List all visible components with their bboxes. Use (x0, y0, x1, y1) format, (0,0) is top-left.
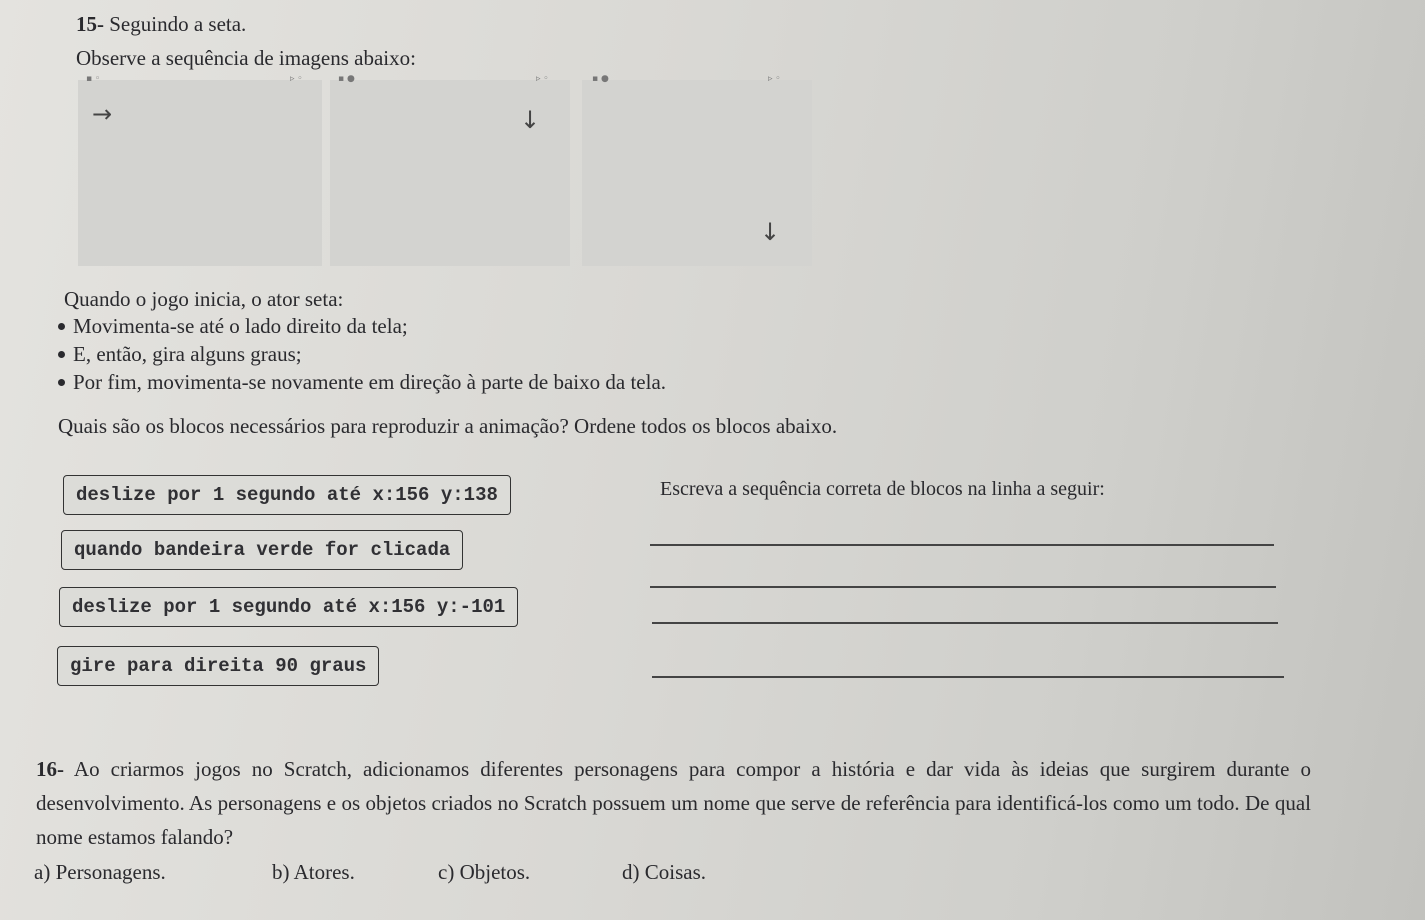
behavior-bullet (58, 314, 408, 339)
arrow-sprite-down-icon: ↓ (760, 218, 781, 246)
option-b[interactable]: b) Atores. (272, 860, 355, 884)
behavior-bullet-text: Movimenta-se até o lado direito da tela; (73, 314, 408, 338)
question-16-text (36, 752, 1311, 854)
bullet-dot-icon (58, 323, 65, 330)
behavior-bullet (58, 370, 666, 395)
code-block-turn-right: gire para direita 90 graus (57, 646, 379, 686)
stage-panel-1 (78, 74, 322, 266)
answer-line[interactable] (652, 622, 1278, 624)
stage-toolbar-icon: ▪ ● (592, 74, 609, 84)
stage-panel-3 (582, 74, 812, 266)
behavior-bullet-text: E, então, gira alguns graus; (73, 342, 302, 366)
option-d[interactable]: d) Coisas. (622, 860, 706, 884)
behavior-bullet (58, 342, 302, 367)
answer-line[interactable] (650, 544, 1274, 546)
question-15-intro: Observe a sequência de imagens abaixo: (76, 46, 416, 70)
question-16-body: Ao criarmos jogos no Scratch, adicionamos diferentes personagens para compor a história e dar vida às ideias que surgirem durante o desenvolvimento. As personagens e os objetos criados no Scratch possuem um nome que serve de referência para identificá-los como um todo. De qual nome estamos falando? (36, 757, 1312, 849)
question-15-prompt: Quais são os blocos necessários para reproduzir a animação? Ordene todos os blocos abaixo. (58, 414, 838, 438)
option-c[interactable]: c) Objetos. (438, 860, 531, 884)
stage-toolbar-icon: ▪ ◦ (86, 74, 101, 84)
stage-toolbar-icon: ▹ ◦ (290, 74, 303, 84)
stage-panel-2 (330, 74, 570, 266)
stage-toolbar-icon: ▹ ◦ (768, 74, 781, 84)
question-15-title-text: Seguindo a seta. (109, 12, 247, 36)
bullet-dot-icon (58, 351, 65, 358)
stage-toolbar-icon: ▪ ● (338, 74, 355, 84)
code-block-glide-y-101: deslize por 1 segundo até x:156 y:-101 (59, 587, 518, 627)
answer-line[interactable] (650, 586, 1276, 588)
behavior-bullet-text: Por fim, movimenta-se novamente em direção à parte de baixo da tela. (73, 370, 667, 394)
arrow-sprite-right-icon: → (92, 100, 113, 128)
question-16-number: 16- (36, 757, 64, 781)
behavior-intro: Quando o jogo inicia, o ator seta: (64, 287, 344, 311)
option-a[interactable]: a) Personagens. (34, 860, 166, 884)
stage-toolbar-icon: ▹ ◦ (536, 74, 549, 84)
bullet-dot-icon (58, 379, 65, 386)
code-block-glide-y138: deslize por 1 segundo até x:156 y:138 (63, 475, 511, 515)
question-15-number: 15- (76, 12, 104, 36)
answer-instruction: Escreva a sequência correta de blocos na linha a seguir: (660, 478, 1105, 500)
code-block-green-flag: quando bandeira verde for clicada (61, 530, 463, 570)
question-15-title (76, 12, 246, 37)
arrow-sprite-down-icon: ↓ (520, 106, 541, 134)
answer-line[interactable] (652, 676, 1284, 678)
